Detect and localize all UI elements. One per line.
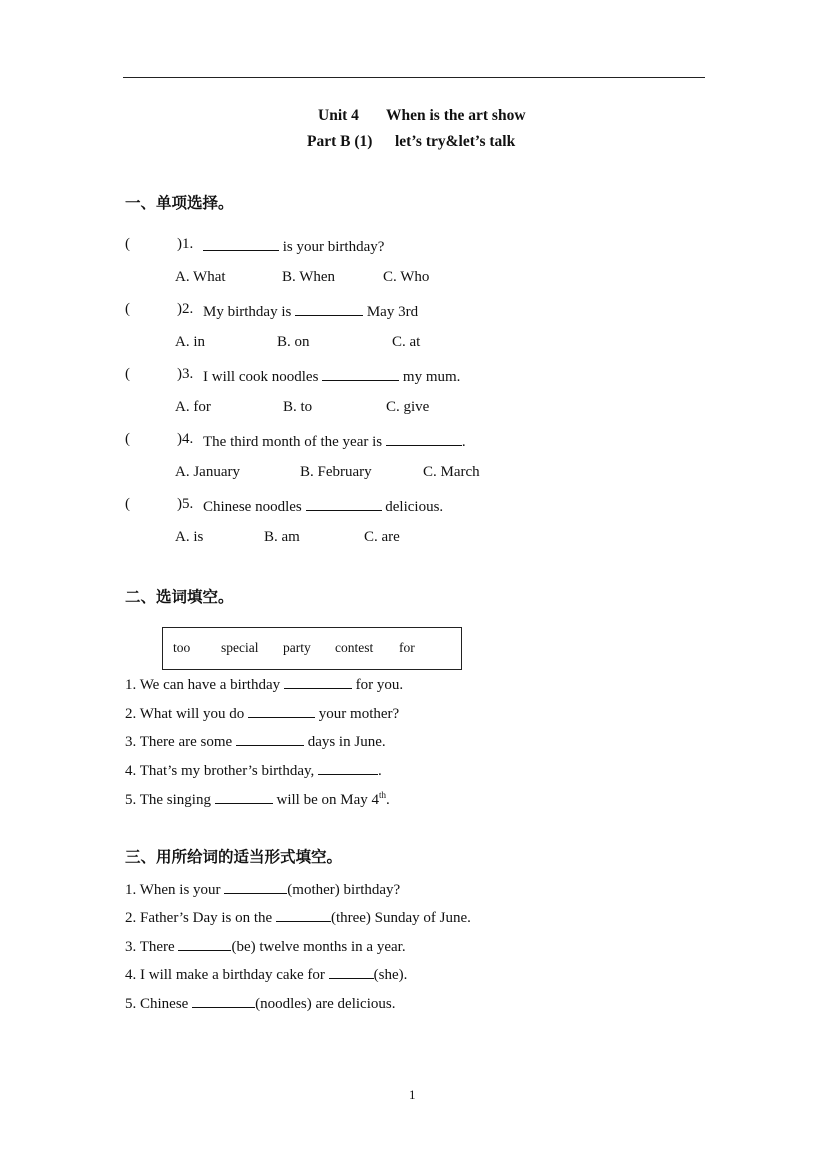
fill-item-3-after: days in June. <box>303 734 386 750</box>
q3-before: I will cook noodles <box>203 369 323 385</box>
fill-item-4-blank[interactable] <box>318 760 378 775</box>
fill-item-4 <box>125 760 382 780</box>
section2-heading: 二、选词填空。 <box>125 588 234 606</box>
word-bank-item: contest <box>335 640 374 655</box>
fill-item-1 <box>125 674 403 694</box>
word-bank-item: for <box>399 640 415 655</box>
form-item-4 <box>125 964 407 984</box>
q2-option-a[interactable]: A. in <box>175 334 205 350</box>
q4-open-paren: ( <box>125 431 130 447</box>
q2-option-b[interactable]: B. on <box>277 334 310 350</box>
fill-item-5-sup: th <box>378 790 386 800</box>
fill-item-3 <box>125 731 386 751</box>
q3-option-c[interactable]: C. give <box>386 399 430 415</box>
fill-item-5-blank[interactable] <box>215 789 273 804</box>
q2-option-c[interactable]: C. at <box>392 334 421 350</box>
question-5 <box>203 496 443 516</box>
fill-item-2 <box>125 703 399 723</box>
form-item-5 <box>125 993 395 1013</box>
fill-item-3-blank[interactable] <box>236 731 304 746</box>
fill-item-5-before: 5. The singing <box>125 792 215 808</box>
q1-option-a[interactable]: A. What <box>175 269 226 285</box>
q3-after: my mum. <box>399 369 461 385</box>
fill-item-1-before: 1. We can have a birthday <box>125 677 284 693</box>
form-item-4-after: (she). <box>373 967 408 983</box>
q3-blank[interactable] <box>322 366 399 381</box>
form-item-1-blank[interactable] <box>224 879 287 894</box>
q4-blank[interactable] <box>386 431 462 446</box>
q5-open-paren: ( <box>125 496 130 512</box>
q1-after: is your birthday? <box>279 239 385 255</box>
word-bank-item: too <box>173 640 191 655</box>
form-item-1 <box>125 879 400 899</box>
q3-number: )3. <box>177 366 194 382</box>
q5-option-c[interactable]: C. are <box>364 529 400 545</box>
word-bank-item: special <box>221 640 259 655</box>
q1-blank[interactable] <box>203 236 279 251</box>
question-1 <box>203 236 384 256</box>
q2-blank[interactable] <box>295 301 363 316</box>
q5-after: delicious. <box>381 499 444 515</box>
q1-option-b[interactable]: B. When <box>282 269 336 285</box>
q5-before: Chinese noodles <box>203 499 306 515</box>
q2-number: )2. <box>177 301 194 317</box>
fill-item-4-before: 4. That’s my brother’s birthday, <box>125 763 319 779</box>
form-item-1-before: 1. When is your <box>125 882 225 898</box>
q4-after: . <box>461 434 466 450</box>
section1-heading: 一、单项选择。 <box>125 194 234 212</box>
q5-blank[interactable] <box>306 496 382 511</box>
q3-option-b[interactable]: B. to <box>283 399 313 415</box>
form-item-2-blank[interactable] <box>276 907 331 922</box>
page-number: 1 <box>409 1087 416 1102</box>
q1-option-c[interactable]: C. Who <box>383 269 430 285</box>
q3-option-a[interactable]: A. for <box>175 399 211 415</box>
unit-label: Unit 4 <box>318 107 359 124</box>
form-item-4-blank[interactable] <box>329 964 374 979</box>
question-2 <box>203 301 418 321</box>
q5-option-b[interactable]: B. am <box>264 529 300 545</box>
q2-open-paren: ( <box>125 301 130 317</box>
q2-after: May 3rd <box>363 304 419 320</box>
part-title: let’s try&let’s talk <box>395 133 516 150</box>
form-item-2-after: (three) Sunday of June. <box>330 910 471 926</box>
header-rule <box>123 77 705 78</box>
q4-option-c[interactable]: C. March <box>423 464 480 480</box>
form-item-5-after: (noodles) are delicious. <box>255 996 396 1012</box>
form-item-1-after: (mother) birthday? <box>287 882 401 898</box>
fill-item-1-blank[interactable] <box>284 674 352 689</box>
form-item-2-before: 2. Father’s Day is on the <box>125 910 276 926</box>
fill-item-2-blank[interactable] <box>248 703 315 718</box>
form-item-3-before: 3. There <box>125 939 179 955</box>
word-bank-item: party <box>283 640 311 655</box>
q1-number: )1. <box>177 236 194 252</box>
form-item-5-blank[interactable] <box>192 993 255 1008</box>
word-bank <box>162 627 462 670</box>
q1-open-paren: ( <box>125 236 130 252</box>
form-item-4-before: 4. I will make a birthday cake for <box>125 967 329 983</box>
fill-item-5-tail: . <box>386 792 390 808</box>
q4-number: )4. <box>177 431 194 447</box>
fill-item-2-before: 2. What will you do <box>125 706 249 722</box>
q5-number: )5. <box>177 496 194 512</box>
fill-item-1-after: for you. <box>351 677 404 693</box>
form-item-3 <box>125 936 406 956</box>
q4-option-b[interactable]: B. February <box>300 464 372 480</box>
fill-item-4-after: . <box>378 763 382 779</box>
question-3 <box>203 366 460 386</box>
fill-item-2-after: your mother? <box>315 706 400 722</box>
question-4 <box>203 431 466 451</box>
fill-item-3-before: 3. There are some <box>125 734 236 750</box>
form-item-3-after: (be) twelve months in a year. <box>231 939 406 955</box>
fill-item-5 <box>125 789 390 809</box>
q4-option-a[interactable]: A. January <box>175 464 240 480</box>
form-item-3-blank[interactable] <box>178 936 231 951</box>
part-label: Part B (1) <box>307 133 373 150</box>
form-item-2 <box>125 907 471 927</box>
q2-before: My birthday is <box>203 304 296 320</box>
q3-open-paren: ( <box>125 366 130 382</box>
form-item-5-before: 5. Chinese <box>125 996 193 1012</box>
q4-before: The third month of the year is <box>203 434 386 450</box>
fill-item-5-after: will be on May 4 <box>272 792 379 808</box>
section3-heading: 三、用所给词的适当形式填空。 <box>125 848 343 866</box>
q5-option-a[interactable]: A. is <box>175 529 204 545</box>
unit-title: When is the art show <box>386 107 526 124</box>
